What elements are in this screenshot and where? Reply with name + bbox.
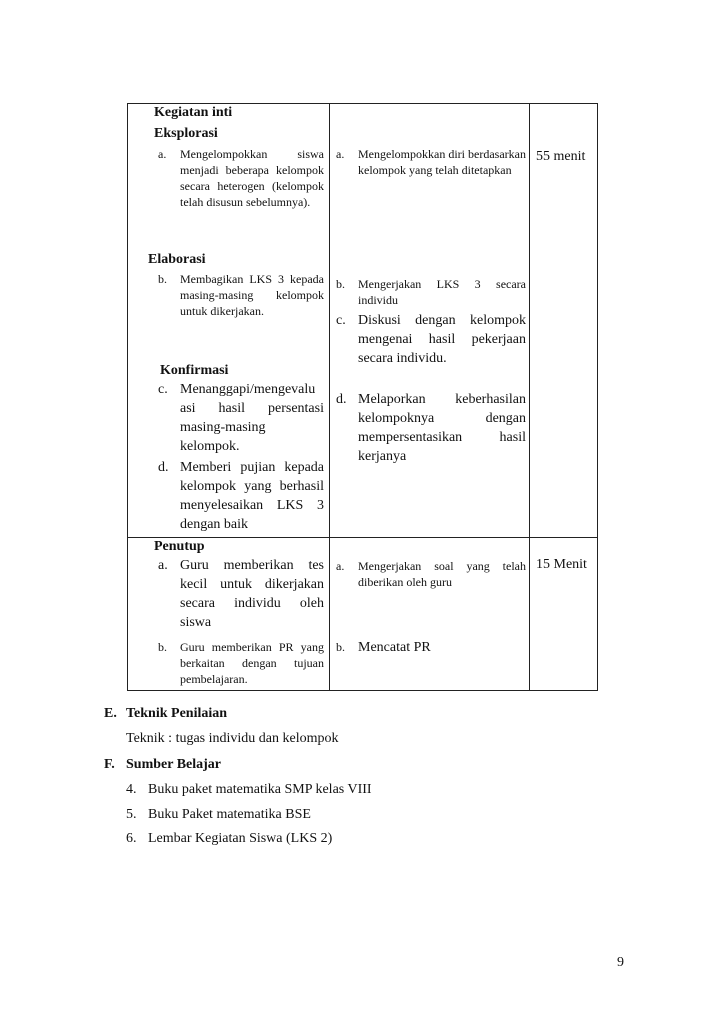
duration-cell-penutup — [530, 538, 598, 691]
item-text: Menanggapi/mengevalu asi hasil persentasi masing-masing kelompok. — [180, 382, 324, 454]
item-text: Guru memberikan tes kecil untuk dikerjakan secara individu oleh siswa — [180, 558, 324, 630]
teacher-penutup-cell — [128, 538, 330, 691]
item-text: Memberi pujian kepada kelompok yang berhasil menyelesaikan LKS 3 dengan baik — [180, 460, 324, 532]
item-text: Mencatat PR — [358, 640, 431, 655]
item-label: a. — [158, 558, 168, 573]
student-item-d — [336, 390, 526, 466]
teacher-activity-cell — [128, 104, 330, 538]
penutup-heading: Penutup — [154, 539, 205, 554]
student-activity-cell — [330, 104, 530, 538]
source-item-num: 6. — [126, 831, 137, 846]
teacher-konfirmasi-item-d — [158, 458, 324, 534]
konfirmasi-heading: Konfirmasi — [160, 363, 229, 378]
teacher-konfirmasi-item-c — [158, 380, 324, 456]
student-item-c — [336, 311, 526, 368]
item-label: b. — [158, 640, 167, 654]
item-text: Membagikan LKS 3 kepada masing-masing kelompok untuk dikerjakan. — [180, 272, 324, 318]
student-penutup-item-b — [336, 638, 526, 657]
kegiatan-inti-heading: Kegiatan inti — [154, 105, 233, 120]
teacher-elaborasi-item-b — [158, 271, 324, 319]
source-item-text: Buku paket matematika SMP kelas VIII — [148, 782, 372, 797]
student-penutup-cell — [330, 538, 530, 691]
item-text: Mengelompokkan diri berdasarkan kelompok yang telah ditetapkan — [358, 147, 526, 177]
item-label: b. — [336, 277, 345, 291]
teacher-penutup-item-b — [158, 639, 324, 687]
source-item-num: 4. — [126, 782, 137, 797]
item-label: c. — [158, 382, 168, 397]
teacher-penutup-item-a — [158, 556, 324, 632]
elaborasi-heading: Elaborasi — [148, 252, 206, 267]
duration-inti: 55 menit — [536, 149, 586, 164]
item-label: c. — [336, 313, 346, 328]
source-item-text: Lembar Kegiatan Siswa (LKS 2) — [148, 831, 333, 846]
eksplorasi-heading: Eksplorasi — [154, 126, 218, 141]
item-label: b. — [336, 640, 345, 654]
item-label: b. — [158, 272, 167, 286]
section-e-label: E. — [104, 706, 117, 721]
teacher-eksplorasi-item-a — [158, 146, 324, 210]
source-item-text: Buku Paket matematika BSE — [148, 807, 311, 822]
duration-penutup: 15 Menit — [536, 557, 587, 572]
item-label: a. — [336, 147, 345, 161]
section-f-title: Sumber Belajar — [126, 757, 222, 772]
page-number: 9 — [617, 955, 624, 970]
duration-cell-inti — [530, 104, 598, 538]
section-e-text: Teknik : tugas individu dan kelompok — [126, 731, 339, 746]
source-item-num: 5. — [126, 807, 137, 822]
item-text: Mengelompokkan siswa menjadi beberapa kelompok secara heterogen (kelompok telah disusun sebelumnya). — [180, 147, 324, 209]
student-item-b — [336, 276, 526, 308]
item-text: Diskusi dengan kelompok mengenai hasil pekerjaan secara individu. — [358, 313, 526, 366]
table-row-kegiatan-inti — [128, 104, 598, 538]
item-text: Mengerjakan LKS 3 secara individu — [358, 277, 526, 307]
section-e-title: Teknik Penilaian — [126, 706, 228, 721]
section-f-label: F. — [104, 757, 115, 772]
student-item-a — [336, 146, 526, 178]
item-label: d. — [336, 392, 347, 407]
student-penutup-item-a — [336, 558, 526, 590]
item-text: Guru memberikan PR yang berkaitan dengan tujuan pembelajaran. — [180, 640, 324, 686]
lesson-activity-table — [127, 103, 598, 691]
item-text: Mengerjakan soal yang telah diberikan oleh guru — [358, 559, 526, 589]
item-label: d. — [158, 460, 169, 475]
table-row-penutup — [128, 538, 598, 691]
item-text: Melaporkan keberhasilan kelompoknya dengan mempersentasikan hasil kerjanya — [358, 392, 526, 464]
item-label: a. — [336, 559, 345, 573]
item-label: a. — [158, 147, 167, 161]
